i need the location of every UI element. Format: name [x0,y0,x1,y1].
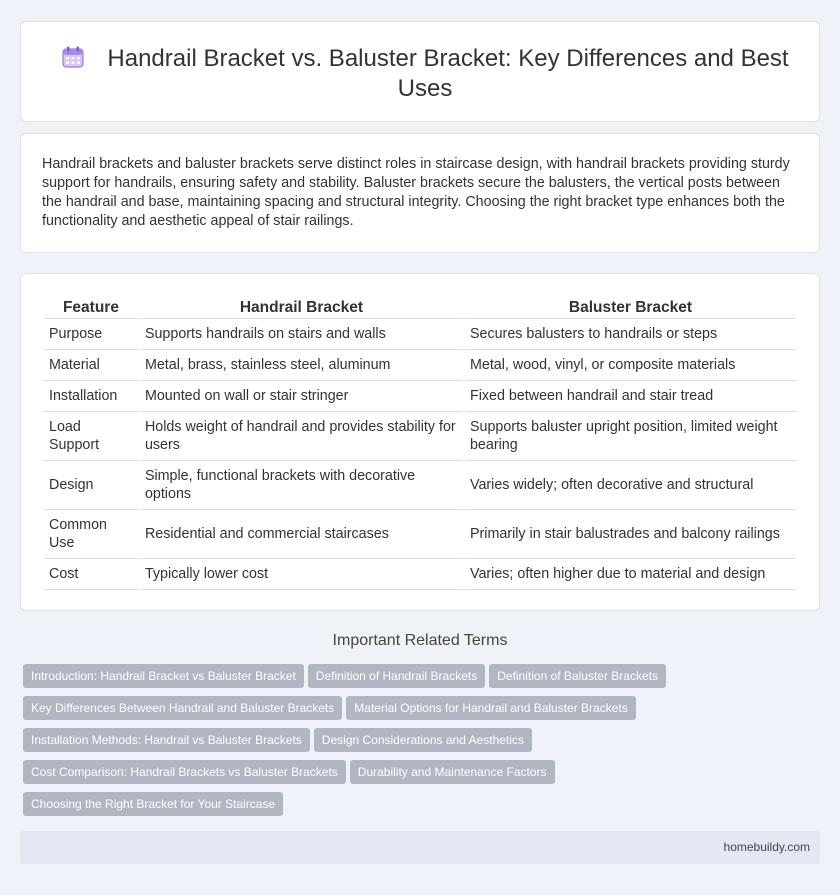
page-title [61,44,789,104]
cell-feature: Material [44,350,138,381]
cell-baluster: Secures balusters to handrails or steps [465,319,796,350]
cell-feature: Load Support [44,412,138,461]
cell-feature: Design [44,461,138,510]
related-tag[interactable]: Durability and Maintenance Factors [350,760,555,784]
comparison-card [20,273,820,611]
table-row [44,319,796,350]
cell-handrail: Metal, brass, stainless steel, aluminum [140,350,463,381]
cell-baluster: Metal, wood, vinyl, or composite materials [465,350,796,381]
cell-feature: Cost [44,559,138,590]
header-handrail-bracket: Handrail Bracket [140,295,463,319]
table-row [44,559,796,590]
header-card [20,21,820,122]
table-row [44,510,796,559]
cell-baluster: Fixed between handrail and stair tread [465,381,796,412]
cell-handrail: Mounted on wall or stair stringer [140,381,463,412]
cell-feature: Common Use [44,510,138,559]
related-tag[interactable]: Definition of Baluster Brackets [489,664,666,688]
related-tag[interactable]: Material Options for Handrail and Baluster Brackets [346,696,635,720]
cell-baluster: Varies; often higher due to material and design [465,559,796,590]
related-tag[interactable]: Cost Comparison: Handrail Brackets vs Baluster Brackets [23,760,346,784]
related-tag[interactable]: Installation Methods: Handrail vs Baluster Brackets [23,728,310,752]
cell-handrail: Typically lower cost [140,559,463,590]
calendar-icon [61,45,85,69]
related-tag[interactable]: Design Considerations and Aesthetics [314,728,532,752]
related-tag[interactable]: Introduction: Handrail Bracket vs Baluster Bracket [23,664,304,688]
cell-handrail: Supports handrails on stairs and walls [140,319,463,350]
intro-paragraph: Handrail brackets and baluster brackets serve distinct roles in staircase design, with handrail brackets providing sturdy support for handrails, ensuring safety and stability. Baluster brackets secure the balusters, the vertical posts between the handrail and base, maintaining spacing and structural integrity. Choosing the right bracket type enhances both the functionality and aesthetic appeal of stair railings. [42,156,790,229]
related-tag[interactable]: Key Differences Between Handrail and Baluster Brackets [23,696,342,720]
cell-baluster: Primarily in stair balustrades and balcony railings [465,510,796,559]
intro-card [20,133,820,253]
related-tag[interactable]: Choosing the Right Bracket for Your Staircase [23,792,283,816]
header-feature: Feature [44,295,138,319]
table-row [44,350,796,381]
table-row [44,461,796,510]
footer [20,831,820,864]
table-row [44,381,796,412]
cell-feature: Purpose [44,319,138,350]
header-baluster-bracket: Baluster Bracket [465,295,796,319]
page-title-text: Handrail Bracket vs. Baluster Bracket: Key Differences and Best Uses [107,45,789,102]
cell-feature: Installation [44,381,138,412]
related-tag[interactable]: Definition of Handrail Brackets [308,664,485,688]
cell-baluster: Varies widely; often decorative and structural [465,461,796,510]
related-terms-list [23,664,723,824]
cell-handrail: Residential and commercial staircases [140,510,463,559]
table-header-row [44,295,796,319]
footer-site-link[interactable]: homebuildy.com [723,840,810,854]
comparison-table [42,295,798,590]
related-terms-title: Important Related Terms [332,632,508,649]
cell-handrail: Holds weight of handrail and provides stability for users [140,412,463,461]
cell-baluster: Supports baluster upright position, limited weight bearing [465,412,796,461]
table-row [44,412,796,461]
cell-handrail: Simple, functional brackets with decorative options [140,461,463,510]
